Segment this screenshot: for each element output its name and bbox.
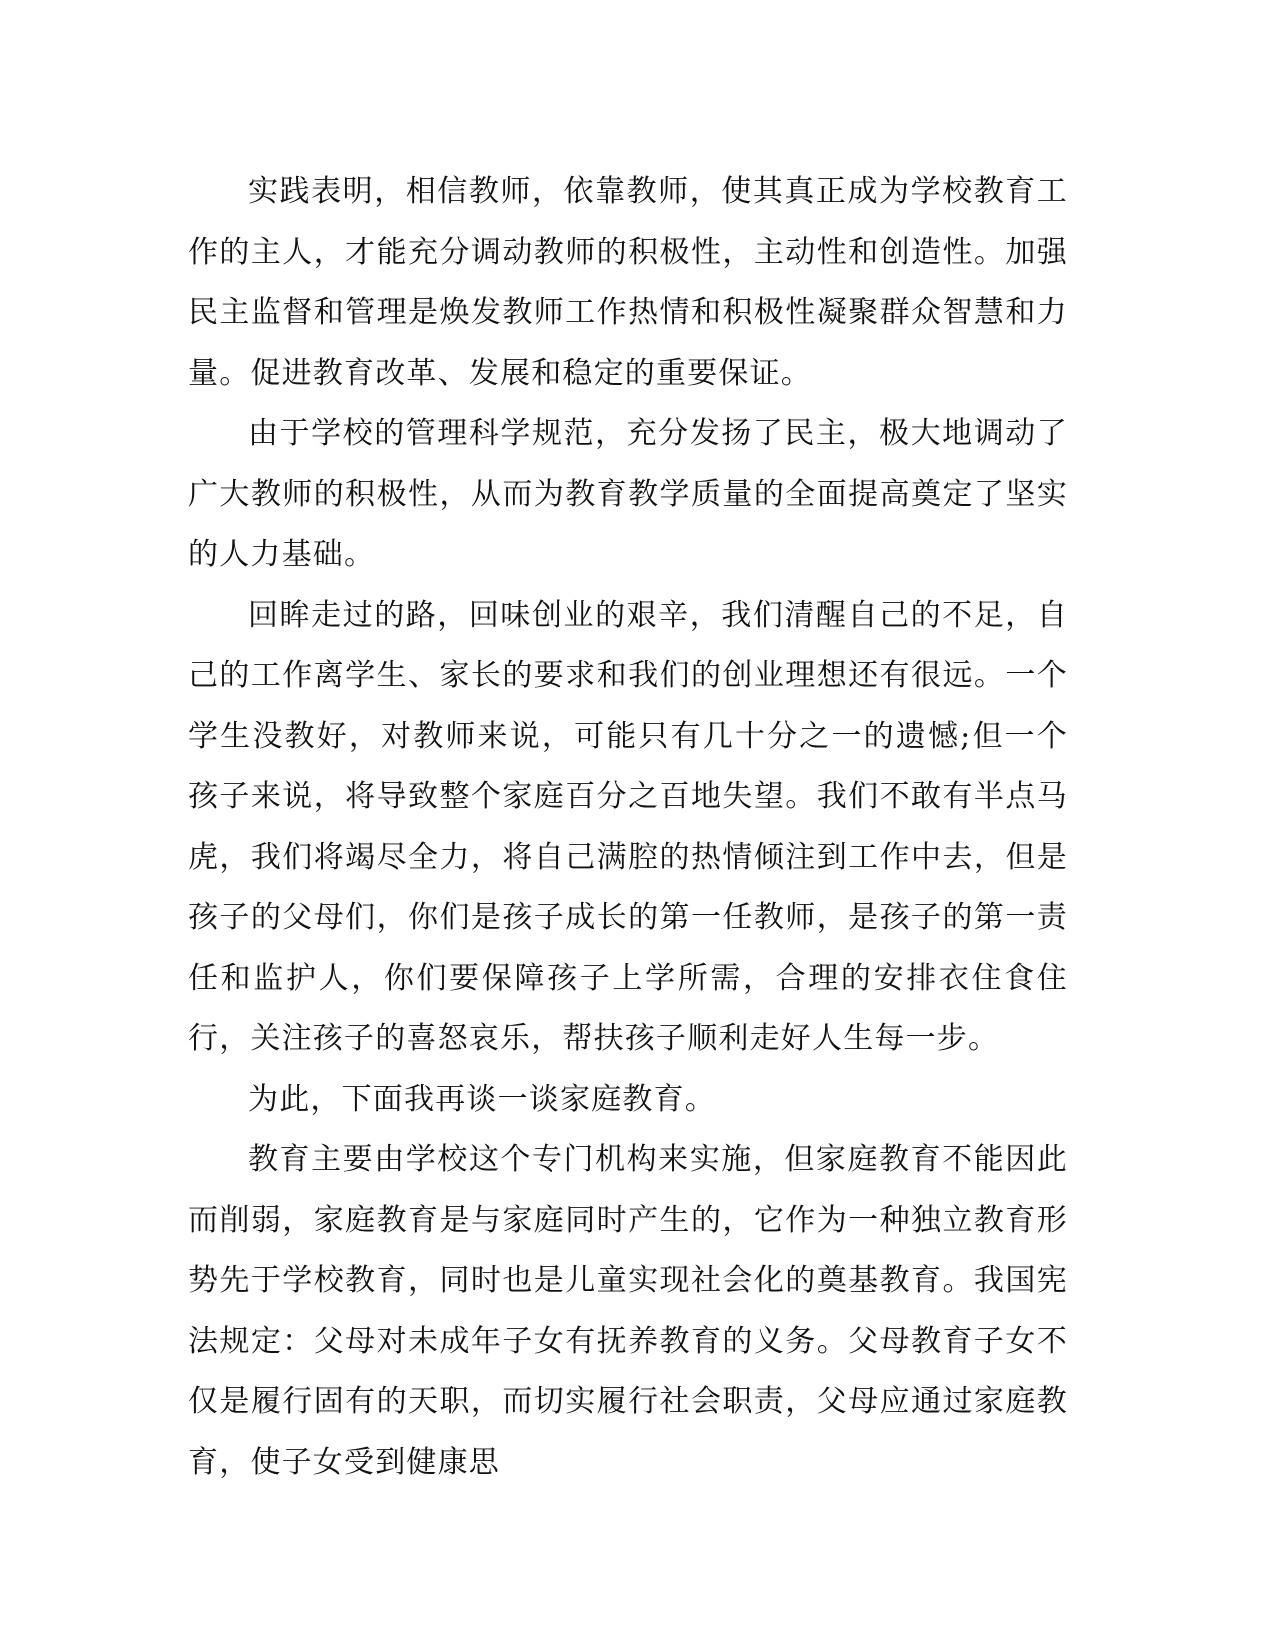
paragraph-1: 实践表明，相信教师，依靠教师，使其真正成为学校教育工作的主人，才能充分调动教师的积极性，主动性和创造性。加强民主监督和管理是焕发教师工作热情和积极性凝聚群众智慧和力量。促进教育改革、发展和稳定的重要保证。	[188, 174, 1068, 391]
document-body	[188, 162, 1068, 1493]
paragraph-2: 由于学校的管理科学规范，充分发扬了民主，极大地调动了广大教师的积极性，从而为教育教学质量的全面提高奠定了坚实的人力基础。	[188, 416, 1068, 572]
paragraph-4: 为此，下面我再谈一谈家庭教育。	[248, 1081, 716, 1117]
paragraph-3: 回眸走过的路，回味创业的艰辛，我们清醒自己的不足，自己的工作离学生、家长的要求和我们的创业理想还有很远。一个学生没教好，对教师来说，可能只有几十分之一的遗憾;但一个孩子来说，将导致整个家庭百分之百地失望。我们不敢有半点马虎，我们将竭尽全力，将自己满腔的热情倾注到工作中去，但是孩子的父母们，你们是孩子成长的第一任教师，是孩子的第一责任和监护人，你们要保障孩子上学所需，合理的安排衣住食住行，关注孩子的喜怒哀乐，帮扶孩子顺利走好人生每一步。	[188, 597, 1068, 1056]
paragraph-5: 教育主要由学校这个专门机构来实施，但家庭教育不能因此而削弱，家庭教育是与家庭同时产生的，它作为一种独立教育形势先于学校教育，同时也是儿童实现社会化的奠基教育。我国宪法规定：父母对未成年子女有抚养教育的义务。父母教育子女不仅是履行固有的天职，而切实履行社会职责，父母应通过家庭教育，使子女受到健康思	[188, 1142, 1068, 1480]
